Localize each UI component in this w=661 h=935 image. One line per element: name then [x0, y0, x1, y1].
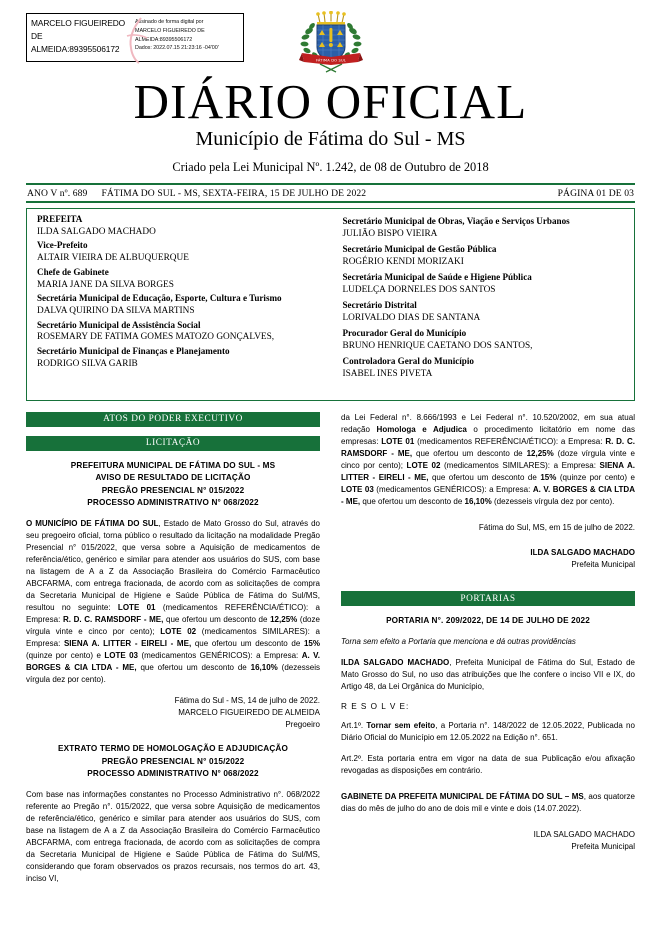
official-role: Secretário Municipal de Gestão Pública [342, 243, 497, 254]
section-banner-licitacao: LICITAÇÃO [26, 436, 320, 451]
masthead-subtitle: Município de Fátima do Sul - MS [195, 128, 466, 151]
official-name: ISABEL INES PIVETA [342, 368, 433, 379]
signature-details [131, 14, 243, 61]
section-banner-atos: ATOS DO PODER EXECUTIVO [26, 412, 320, 427]
extrato-heading-line-2: PREGÃO PRESENCIAL N° 015/2022 [101, 756, 245, 766]
official-role: Vice-Prefeito [37, 240, 88, 251]
official-role: Chefe de Gabinete [37, 266, 109, 277]
official-role: Secretário Municipal de Obras, Viação e Serviços Urbanos [342, 216, 570, 226]
official-role: Secretário Distrital [342, 299, 417, 310]
official-name: DALVA QUIRINO DA SILVA MARTINS [37, 306, 195, 317]
signature-detail-line-4: Dados: 2022.07.15 21:23:16 -04'00' [135, 45, 219, 52]
portaria-signer-name: ILDA SALGADO MACHADO [533, 829, 635, 839]
edition-number: ANO V nº. 689 [27, 187, 88, 199]
official-name: LUDELÇA DORNELES DOS SANTOS [342, 284, 496, 295]
edition-info-bar [26, 183, 635, 203]
extrato-body-text: Com base nas informações constantes no Processo Administrativo n°. 068/2022 referente ao Pregão n°. 015/2022, que versa sobre Aquisição de medicamentos de referência/ético, genérico e similar para atender aos usuários do SUS, com base na listagem de A a Z da Associação Brasileira do Comércio Farmacêutico ABCFARMA, com entrega fracionada, de acordo com as solicitações de compra da Secretaria Municipal de Higiene e Saúde Pública de Fátima do Sul/MS, considerando que foram observados os prazos recursais, nos termos do art. 43, inciso VI, [26, 789, 320, 883]
aviso-heading [26, 460, 320, 510]
official-name: LORIVALDO DIAS DE SANTANA [342, 312, 481, 323]
official-name: ROGÉRIO KENDI MORIZAKI [342, 256, 464, 267]
column-right [341, 412, 635, 927]
aviso-heading-line-2: AVISO DE RESULTADO DE LICITAÇÃO [95, 473, 251, 483]
section-banner-portarias: PORTARIAS [341, 591, 635, 606]
coat-of-arms-emblem [296, 11, 366, 73]
extrato-heading-line-3: PROCESSO ADMINISTRATIVO N° 068/2022 [87, 769, 259, 779]
page-title: DIÁRIO OFICIAL [133, 74, 528, 129]
aviso-heading-line-1: PREFEITURA MUNICIPAL DE FÁTIMA DO SUL - MS [70, 460, 276, 470]
page-indicator: PÁGINA 01 DE 03 [557, 187, 634, 199]
portaria-ementa: Torna sem efeito a Portaria que menciona e dá outras providências [341, 636, 576, 646]
signature-subject-line-3: ALMEIDA:89395506172 [31, 44, 120, 55]
aviso-signer-role: Pregoeiro [285, 720, 320, 730]
aviso-signer-name: MARCELO FIGUEIREDO DE ALMEIDA [178, 708, 320, 717]
extrato-heading-line-1: EXTRATO TERMO DE HOMOLOGAÇÃO E ADJUDICAÇÃO [58, 744, 288, 754]
official-role: Secretário Municipal de Finanças e Planejamento [37, 345, 230, 356]
aviso-signature-block [26, 695, 320, 731]
official-role: Secretária Municipal de Saúde e Higiene Pública [342, 271, 532, 282]
portaria-signature-block [341, 829, 635, 853]
info-bar-bottom-rule [26, 201, 635, 203]
portaria-article-1: Art.1º. Tornar sem efeito, a Portaria n°. 148/2022 de 12.05.2022, Publicada no Diário Oficial do Município em 12.05.2022 na Edição n°. 651. [341, 720, 635, 742]
homologacao-date: Fátima do Sul, MS, em 15 de julho de 2022. [478, 523, 635, 532]
official-name: ALTAIR VIEIRA DE ALBUQUERQUE [37, 253, 189, 264]
official-role: Secretário Municipal de Assistência Social [37, 319, 201, 330]
homologacao-signature-block [341, 547, 635, 571]
official-name: ROSEMARY DE FATIMA GOMES MATOZO GONÇALVES, [37, 332, 275, 343]
signature-subject-line-2: DE [31, 31, 43, 42]
officials-column-right [331, 209, 635, 400]
official-name: JULIÃO BISPO VIEIRA [342, 228, 438, 239]
portaria-heading [341, 615, 635, 627]
homologacao-signer-name: ILDA SALGADO MACHADO [530, 548, 635, 558]
body-columns [26, 412, 635, 927]
portaria-heading-line: PORTARIA N°. 209/2022, DE 14 DE JULHO DE 2022 [386, 616, 590, 626]
portaria-gabinete-text: GABINETE DA PREFEITA MUNICIPAL DE FÁTIMA DO SUL – MS, aos quatorze dias do mês de julho do ano de dois mil e vinte e dois (14.07.2022). [341, 791, 635, 813]
aviso-heading-line-4: PROCESSO ADMINISTRATIVO N° 068/2022 [87, 498, 259, 508]
signature-detail-line-1: Assinado de forma digital por [135, 19, 204, 25]
signature-subject [27, 14, 131, 61]
official-name: RODRIGO SILVA GARIB [37, 358, 138, 369]
official-name: ILDA SALGADO MACHADO [37, 226, 156, 237]
official-role: PREFEITA [37, 214, 83, 224]
column-left [26, 412, 320, 927]
official-role: Controladora Geral do Município [342, 355, 474, 366]
extrato-heading [26, 743, 320, 780]
portaria-article-2: Art.2º. Esta portaria entra em vigor na data de sua Publicação e/ou afixação revogadas as disposições em contrário. [341, 753, 635, 775]
edition-place-date: FÁTIMA DO SUL - MS, SEXTA-FEIRA, 15 DE JULHO DE 2022 [101, 187, 367, 199]
extrato-continuation-text: da Lei Federal n°. 8.666/1993 e Lei Federal n°. 10.520/2002, em sua atual redação Homologa e Adjudica o procedimento licitatório em nome das empresas: LOTE 01 (medicamentos REFERÊNCIA/ÉTICO): a Empresa: R. D. C. RAMSDORF - ME, que ofertou um desconto de 12,25% (doze vírgula vinte e cinco por cento); LOTE 02 (medicamentos SIMILARES): a Empresa: SIENA A. LITTER - EIRELI - ME, que ofertou um desconto de 15% (quinze por cento) e LOTE 03 (medicamentos GENÉRICOS): a Empresa: A. V. BORGES & CIA LTDA - ME, que ofertou um desconto de 16,10% (dezesseis vírgula dez por cento). [341, 413, 635, 506]
portaria-preamble: ILDA SALGADO MACHADO, Prefeita Municipal de Fátima do Sul, Estado de Mato Grosso do Sul, no uso das atribuições que lhe confere o inciso VII e IX, do Artigo 48, da Lei Orgânica do Município, [341, 657, 635, 691]
portaria-resolve-label: R E S O L V E: [341, 701, 410, 711]
officials-box [26, 208, 635, 401]
portaria-signer-role: Prefeita Municipal [571, 841, 635, 851]
svg-text:FÁTIMA DO SUL: FÁTIMA DO SUL [315, 58, 347, 63]
official-role: Procurador Geral do Município [342, 327, 467, 338]
masthead-law-reference: Criado pela Lei Municipal Nº. 1.242, de 08 de Outubro de 2018 [172, 160, 489, 175]
aviso-heading-line-3: PREGÃO PRESENCIAL N° 015/2022 [101, 485, 245, 495]
masthead [0, 74, 661, 175]
homologacao-signer-role: Prefeita Municipal [571, 560, 635, 570]
aviso-body-text: O MUNICÍPIO DE FÁTIMA DO SUL, Estado de Mato Grosso do Sul, através do seu pregoeiro oficial, torna público o resultado da licitação na modalidade Pregão Presencial n° 015/2022, que versa sobre a Aquisição de medicamentos de referência/ético, genérico e similar para atender aos usuários do SUS, com base na listagem de A a Z da Associação Brasileira do Comércio Farmacêutico ABCFARMA, com entrega fracionada, de acordo com as solicitações de compra da Secretaria Municipal de Higiene e Saúde Pública de Fátima do Sul/MS, resultou no seguinte: LOTE 01 (medicamentos REFERÊNCIA/ÉTICO): a Empresa: R. D. C. RAMSDORF - ME, que ofertou um desconto de 12,25% (doze vírgula vinte e cinco por cento); LOTE 02 (medicamentos SIMILARES): a Empresa: SIENA A. LITTER - EIRELI - ME, que ofertou um desconto de 15% (quinze por cento) e LOTE 03 (medicamentos GENÉRICOS): a Empresa: A. V. BORGES & CIA LTDA - ME, que ofertou um desconto de 16,10% (dezesseis vírgula dez por cento). [26, 518, 320, 684]
official-name: BRUNO HENRIQUE CAETANO DOS SANTOS, [342, 340, 533, 351]
official-name: MARIA JANE DA SILVA BORGES [37, 279, 174, 290]
signature-subject-line-1: MARCELO FIGUEIREDO [31, 18, 126, 28]
aviso-date: Fátima do Sul - MS, 14 de julho de 2022. [174, 695, 320, 705]
signature-detail-line-3: ALMEIDA:89395506172 [135, 36, 193, 43]
signature-detail-line-2: MARCELO FIGUEIREDO DE [135, 27, 205, 34]
official-role: Secretária Municipal de Educação, Esporte, Cultura e Turismo [37, 293, 282, 304]
digital-signature-stamp [26, 13, 244, 62]
officials-column-left [27, 209, 331, 400]
